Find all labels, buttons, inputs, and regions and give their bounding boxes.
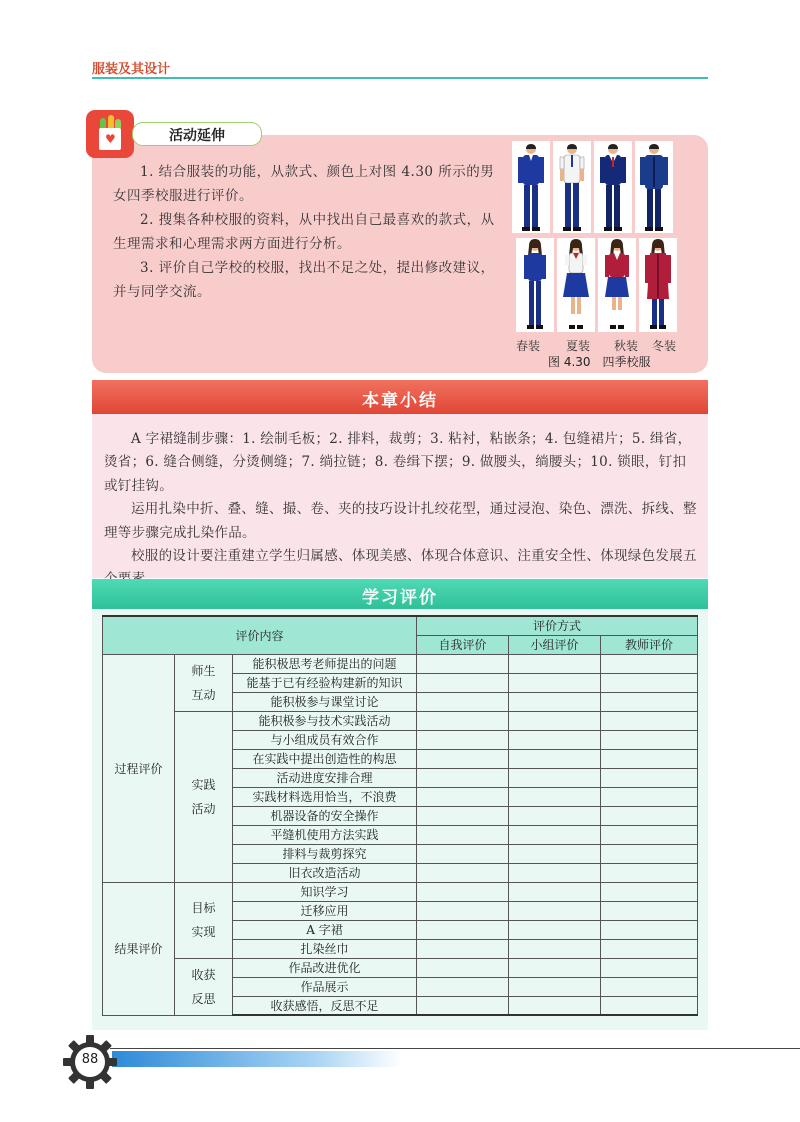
season-label: 夏装 [566,339,591,353]
evaluation-item: 能积极思考老师提出的问题 [233,654,417,673]
group-score-cell[interactable] [509,787,601,806]
teacher-score-cell[interactable] [601,901,698,920]
footer-rule [110,1048,800,1049]
group-score-cell[interactable] [509,901,601,920]
group-score-cell[interactable] [509,730,601,749]
summary-header-bar [92,380,708,414]
group-score-cell[interactable] [509,768,601,787]
group-score-cell[interactable] [509,920,601,939]
self-score-cell[interactable] [417,977,509,996]
group-score-cell[interactable] [509,939,601,958]
group-score-cell[interactable] [509,844,601,863]
activity-paragraph: 3. 评价自己学校的校服，找出不足之处，提出修改建议，并与同学交流。 [113,260,495,300]
evaluation-item: 能积极参与技术实践活动 [233,711,417,730]
self-score-cell[interactable] [417,958,509,977]
teacher-score-cell[interactable] [601,654,698,673]
teacher-score-cell[interactable] [601,844,698,863]
teacher-score-cell[interactable] [601,977,698,996]
activity-label: 活动延伸 [169,128,225,144]
goals-group-label: 目标 实现 [175,882,233,958]
group-score-cell[interactable] [509,806,601,825]
evaluation-item: 与小组成员有效合作 [233,730,417,749]
teacher-score-cell[interactable] [601,673,698,692]
summary-text [104,428,698,592]
summary-paragraph: 校服的设计要注重建立学生归属感、体现美感、体现合体意识、注重安全性、体现绿色发展五 [131,548,697,565]
running-title: 服装及其设计 [92,62,171,77]
activity-paragraph: 2. 搜集各种校服的资料，从中找出自己最喜欢的款式，从生理需求和心理需求两方面进行分析。 [113,212,495,252]
summary-paragraph: 运用扎染中折、叠、缝、撮、卷、夹的技巧设计扎绞花型，通过浸泡、染色、漂洗、拆线、整理等步骤完成扎染作品。 [104,501,697,541]
evaluation-item: A 字裙 [233,920,417,939]
shopping-bag-icon: ♥ [86,110,134,158]
teacher-score-cell[interactable] [601,730,698,749]
self-score-cell[interactable] [417,654,509,673]
season-label: 冬装 [652,339,677,353]
header-evaluation-content: 评价内容 [103,616,417,654]
self-score-cell[interactable] [417,863,509,882]
self-score-cell[interactable] [417,882,509,901]
self-score-cell[interactable] [417,996,509,1015]
evaluation-title: 学习评价 [362,588,438,608]
teacher-score-cell[interactable] [601,749,698,768]
evaluation-item: 能积极参与课堂讨论 [233,692,417,711]
activity-label-pill [132,122,262,146]
header-evaluation-methods: 评价方式 [417,616,698,635]
group-score-cell[interactable] [509,863,601,882]
self-score-cell[interactable] [417,768,509,787]
evaluation-item: 平缝机使用方法实践 [233,825,417,844]
evaluation-item: 排料与裁剪探究 [233,844,417,863]
group-score-cell[interactable] [509,654,601,673]
teacher-score-cell[interactable] [601,825,698,844]
male-summer-uniform-image [553,141,591,233]
summary-title: 本章小结 [362,391,438,411]
evaluation-header-bar [92,579,708,609]
self-score-cell[interactable] [417,730,509,749]
interaction-group-label: 师生 互动 [175,654,233,711]
female-summer-uniform-image [557,238,595,332]
header-rule [92,77,708,79]
female-winter-uniform-image [639,238,677,332]
teacher-score-cell[interactable] [601,939,698,958]
activity-text [113,160,505,304]
activity-paragraph: 1. 结合服装的功能，从款式、颜色上对图 4.30 所示的男女四季校服进行评价。 [113,164,495,204]
evaluation-item: 作品展示 [233,977,417,996]
evaluation-item: 迁移应用 [233,901,417,920]
season-label: 春装 [516,339,541,353]
group-score-cell[interactable] [509,673,601,692]
evaluation-item: 旧衣改造活动 [233,863,417,882]
practice-group-label: 实践 活动 [175,711,233,882]
teacher-score-cell[interactable] [601,806,698,825]
evaluation-item: 扎染丝巾 [233,939,417,958]
self-score-cell[interactable] [417,920,509,939]
male-winter-uniform-image [635,141,673,233]
evaluation-item: 实践材料选用恰当，不浪费 [233,787,417,806]
self-score-cell[interactable] [417,901,509,920]
self-score-cell[interactable] [417,749,509,768]
teacher-score-cell[interactable] [601,692,698,711]
group-score-cell[interactable] [509,996,601,1015]
process-evaluation-label: 过程评价 [103,654,175,882]
male-spring-uniform-image [512,141,550,233]
teacher-score-cell[interactable] [601,768,698,787]
self-score-cell[interactable] [417,711,509,730]
page-number: 88 [81,1052,99,1067]
group-score-cell[interactable] [509,958,601,977]
group-score-cell[interactable] [509,977,601,996]
header-teacher-evaluation: 教师评价 [601,635,698,654]
footer-gradient-bar [112,1051,402,1067]
self-score-cell[interactable] [417,939,509,958]
group-score-cell[interactable] [509,749,601,768]
evaluation-item: 机器设备的安全操作 [233,806,417,825]
group-score-cell[interactable] [509,882,601,901]
evaluation-item: 活动进度安排合理 [233,768,417,787]
result-evaluation-label: 结果评价 [103,882,175,1015]
teacher-score-cell[interactable] [601,920,698,939]
teacher-score-cell[interactable] [601,882,698,901]
evaluation-item: 收获感悟，反思不足 [233,996,417,1015]
summary-paragraph: A 字裙缝制步骤：1. 绘制毛板；2. 排料，裁剪；3. 粘衬，粘嵌条；4. 包缝裙片；5. 缉省，烫省；6. 缝合侧缝，分烫侧缝；7. 绱拉链；8. 卷缉下摆；9. 做腰头，绱腰头；10. 锁眼，钉扣或钉挂钩。 [104,431,692,494]
self-score-cell[interactable] [417,825,509,844]
male-autumn-uniform-image [594,141,632,233]
teacher-score-cell[interactable] [601,787,698,806]
evaluation-item: 作品改进优化 [233,958,417,977]
evaluation-item: 能基于已有经验构建新的知识 [233,673,417,692]
female-autumn-uniform-image [598,238,636,332]
figure-caption: 图 4.30 四季校服 [548,355,651,369]
evaluation-item: 知识学习 [233,882,417,901]
self-score-cell[interactable] [417,806,509,825]
teacher-score-cell[interactable] [601,996,698,1015]
group-score-cell[interactable] [509,825,601,844]
teacher-score-cell[interactable] [601,711,698,730]
group-score-cell[interactable] [509,692,601,711]
evaluation-item: 在实践中提出创造性的构思 [233,749,417,768]
self-score-cell[interactable] [417,844,509,863]
self-score-cell[interactable] [417,692,509,711]
self-score-cell[interactable] [417,787,509,806]
female-spring-uniform-image [516,238,554,332]
reflection-group-label: 收获 反思 [175,958,233,1015]
header-group-evaluation: 小组评价 [509,635,601,654]
group-score-cell[interactable] [509,711,601,730]
self-score-cell[interactable] [417,673,509,692]
season-label: 秋装 [614,339,639,353]
teacher-score-cell[interactable] [601,863,698,882]
evaluation-table [102,615,698,1016]
teacher-score-cell[interactable] [601,958,698,977]
header-self-evaluation: 自我评价 [417,635,509,654]
